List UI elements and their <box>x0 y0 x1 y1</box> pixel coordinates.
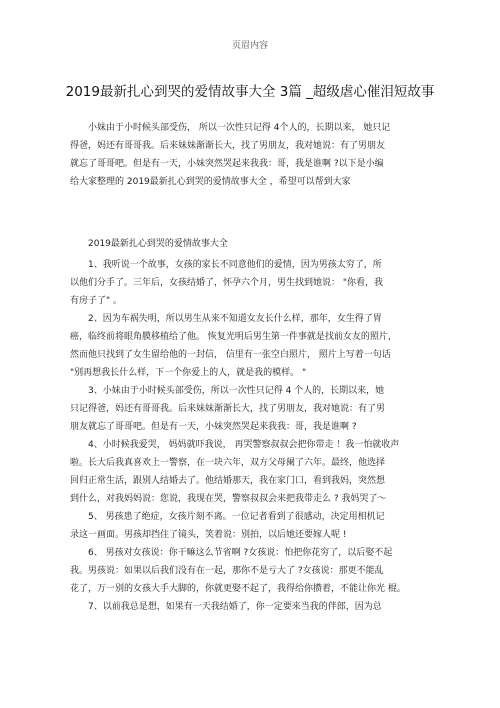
story-section <box>70 235 440 616</box>
story-line: 1、我听说一个故事，女孩的家长不同意他们的爱情，因为男孩太穷了，所 <box>88 260 382 270</box>
intro-line: 就忘了哥哥吧。但是有一天，小妹突然哭起来我我：哥，我是谁啊 ?以下是小编 <box>70 159 384 169</box>
story-line: 到什么，对我妈妈说：您说，我现在哭，警察叔叔会来把我带走么 ? 我妈哭了～ <box>70 494 387 504</box>
story-line: 然而他只找到了女生留给他的一封信， 信里有一张空白照片， 照片上写着一句话 <box>70 350 391 360</box>
story-line: 5、 男孩患了绝症，女孩片刻不离。一位记者看到了很感动，决定用相机记 <box>88 512 385 522</box>
story-line: 我。男孩说：如果以后我们没有在一起，那你不是亏大了 ?女孩说：那更不能乱 <box>70 566 384 576</box>
page-header: 页眉内容 <box>231 41 268 51</box>
story-line: 6、 男孩对女孩说：你干嘛这么节省啊 ?女孩说：怕把你花穷了，以后娶不起 <box>88 548 393 558</box>
intro-line: 小妹由于小时候头部受伤， 所以一次性只记得 4个人的，长期以来， 她只记 <box>88 123 391 133</box>
story-line: 3、小妹由于小时候头部受伤，所以一次性只记得 4 个人的，长期以来，她 <box>88 386 385 396</box>
story-line: 2、因为车祸失明，所以男生从来不知道女友长什么样，那年，女生得了胃 <box>88 314 382 324</box>
document-title: 2019最新扎心到哭的爱情故事大全 3篇 _超级虐心催泪短故事 <box>65 84 435 100</box>
section-heading: 2019最新扎心到哭的爱情故事大全 <box>88 239 228 249</box>
intro-line: 给大家整理的 2019最新扎心到哭的爱情故事大全 ，希望可以帮到大家 <box>70 177 351 187</box>
story-line: 4、小时候我爱哭， 妈妈就吓我说， 再哭警察叔叔会把你带走 ！我一怕就收声 <box>88 440 400 450</box>
story-line: 朋友就忘了哥哥吧。但是有一天，小妹突然哭起来我我：哥，我是谁啊 ? <box>70 422 357 432</box>
story-line: 回归正常生活，跟别人结婚去了。他结婚那天，我在家门口，看到我妈，突然想 <box>70 476 386 486</box>
story-line: 癌，临终前将眼角膜移植给了他。 恢复光明后男生第一件事就是找前女友的照片， <box>70 332 397 342</box>
story-line: 7、以前我总是想，如果有一天我结婚了，你一定要来当我的伴郎，因为总 <box>88 602 382 612</box>
intro-paragraph <box>70 119 440 191</box>
intro-line: 得爸，妈还有哥哥我。后来妹妹渐渐长大，找了男朋友，我对她说：有了男朋友 <box>70 141 386 151</box>
story-line: "别再想我长什么样，下一个你爱上的人，就是我的模样。 " <box>70 368 307 378</box>
story-line: 只记得爸，妈还有哥哥我。后来妹妹渐渐长大，找了男朋友，我对她说：有了男 <box>70 404 386 414</box>
story-line: 以他们分手了。三年后，女孩结婚了，怀孕六个月，男生找到她说： "你看，我 <box>70 278 384 288</box>
story-line: 有房子了" 。 <box>70 296 123 306</box>
story-line: 啦。长大后我真喜欢上一警察，在一块六年，双方父母阑了六年。最终，他选择 <box>70 458 386 468</box>
story-line: 花了，万一别的女孩大手大脚的，你就更娶不起了，我得给你攒着，不能让你光 棍。 <box>70 584 406 594</box>
story-line: 录这一画面。男孩却挡住了镜头，笑着说：别拍，以后她还要嫁人呢 ! <box>70 530 347 540</box>
